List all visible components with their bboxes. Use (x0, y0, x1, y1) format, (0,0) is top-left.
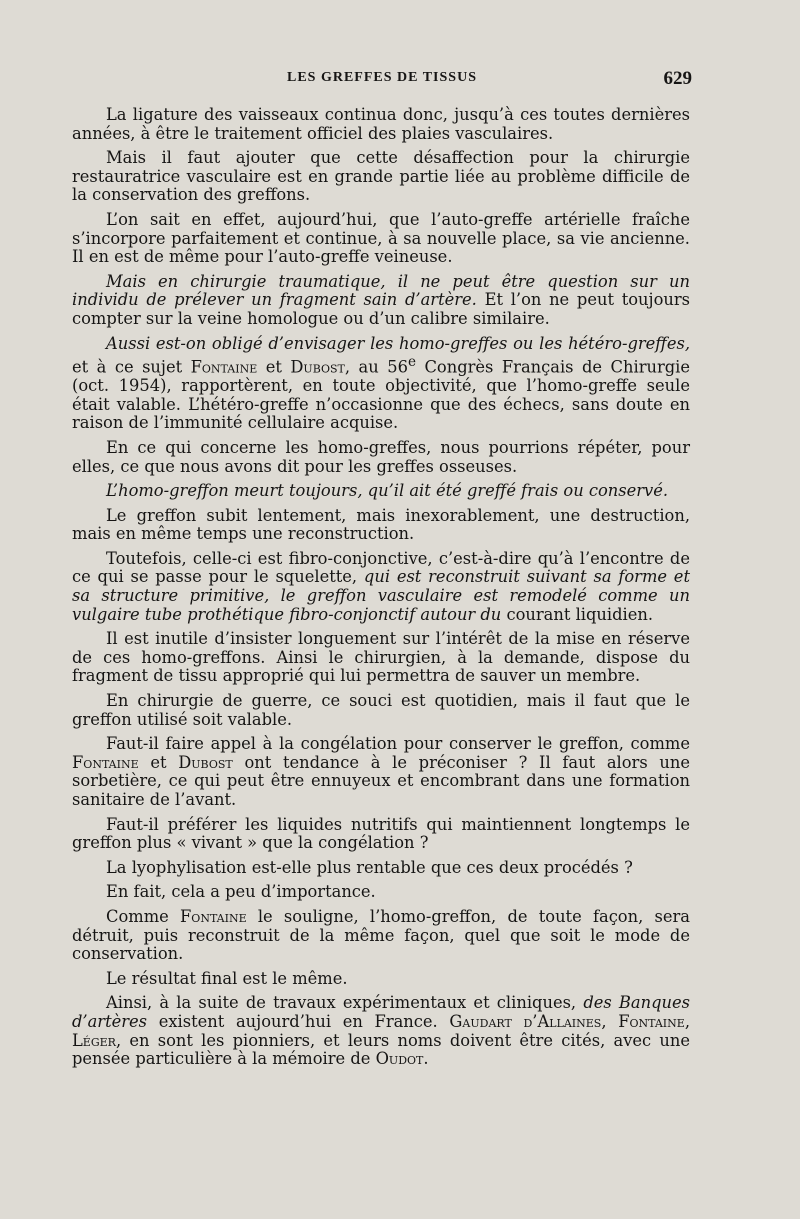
paragraph-1 (72, 106, 690, 143)
text: Congrès Français de Chirurgie (oct. 1954), rapportèrent, en toute objectivité, que l’homo-greffe seule était valable. L’hétéro-greffe n’occasionne que des échecs, sans doute en raison de l’immunité cellulaire acquise. (72, 357, 691, 433)
italic-text: Mais en chirurgie traumatique, il ne peut être question sur un individu de prélever un fragment sain d’artère. (72, 271, 690, 310)
paragraph-12 (72, 735, 690, 809)
text: Et l’on ne peut toujours compter sur la veine homologue ou d’un calibre similaire. (72, 290, 690, 328)
paragraph-3 (72, 211, 690, 267)
text: , (601, 1011, 619, 1031)
text: , en sont les pionniers, et leurs noms doivent être cités, avec une pensée particulière à la mémoire de (72, 1030, 690, 1069)
italic-text: qui est reconstruit suivant sa forme et sa structure primitive, le greffon vasculaire est remodelé comme un vulgaire tube prothétique fibro-conjonctif autour du (72, 567, 690, 624)
author-name: Fontaine (618, 1011, 685, 1031)
text: . (423, 1049, 429, 1069)
paragraph-16 (72, 908, 690, 964)
page-header (72, 70, 692, 92)
text: La lyophylisation est-elle plus rentable que ces deux procédés ? (106, 857, 633, 877)
text: courant liquidien. (501, 604, 654, 624)
text: Comme (106, 906, 180, 926)
text: Toutefois, celle-ci est fibro-conjonctive, c’est-à-dire qu’à l’encontre de ce qui se passe pour le squelette, (72, 548, 690, 587)
paragraph-11 (72, 692, 690, 729)
text: et à ce sujet (72, 357, 191, 377)
text: L’on sait en effet, aujourd’hui, que l’auto-greffe artérielle fraîche s’incorpore parfaitement et continue, à sa nouvelle place, sa vie ancienne. Il en est de même pour l’auto-greffe veineuse. (72, 209, 690, 267)
text: Le résultat final est le même. (106, 968, 348, 988)
body-text (72, 106, 690, 1075)
author-name: Fontaine (180, 906, 247, 926)
author-name: Gaudart d’Allaines (449, 1011, 602, 1031)
text: existent aujourd’hui en France. (147, 1011, 450, 1031)
text: , (684, 1011, 690, 1031)
author-name: Fontaine (190, 357, 258, 377)
paragraph-18 (72, 994, 690, 1068)
text: ont tendance à le préconiser ? Il faut alors une sorbetière, ce qui peut être ennuyeux et encombrant dans une formation sanitaire de l’avant. (72, 752, 691, 810)
running-title: LES GREFFES DE TISSUS (287, 70, 477, 85)
paragraph-14 (72, 859, 690, 878)
text: , au 56 (344, 357, 408, 377)
author-name: Oudot (375, 1049, 424, 1069)
author-name: Dubost (290, 357, 345, 377)
paragraph-2 (72, 149, 690, 205)
text: et (257, 357, 291, 377)
author-name: Fontaine (72, 752, 139, 772)
paragraph-17 (72, 970, 690, 989)
text: La ligature des vaisseaux continua donc, jusqu’à ces toutes dernières années, à être le traitement officiel des plaies vasculaires. (72, 105, 690, 143)
paragraph-10 (72, 630, 690, 686)
italic-text: Aussi est-on obligé d’envisager les homo-greffes ou les hétéro-greffes, (106, 333, 690, 353)
text: Il est inutile d’insister longuement sur l’intérêt de la mise en réserve de ces homo-greffons. Ainsi le chirurgien, à la demande, dispose du fragment de tissu approprié qui lui permettra de sauver un membre. (72, 629, 690, 686)
paragraph-5 (72, 335, 690, 433)
paragraph-9 (72, 550, 690, 624)
paragraph-8 (72, 507, 690, 544)
text: En chirurgie de guerre, ce souci est quotidien, mais il faut que le greffon utilisé soit valable. (72, 691, 690, 729)
italic-text: des Banques d’artères (72, 993, 690, 1031)
text: En fait, cela a peu d’importance. (106, 882, 376, 902)
author-name: Dubost (178, 752, 233, 772)
text: Mais il faut ajouter que cette désaffection pour la chirurgie restauratrice vasculaire est en grande partie liée au problème difficile de la conservation des greffons. (72, 148, 690, 205)
text: Faut-il préférer les liquides nutritifs qui maintiennent longtemps le greffon plus « vivant » que la congélation ? (72, 814, 690, 853)
text: Faut-il faire appel à la congélation pour conserver le greffon, comme (106, 734, 690, 754)
text: En ce qui concerne les homo-greffes, nous pourrions répéter, pour elles, ce que nous avons dit pour les greffes osseuses. (72, 437, 690, 476)
paragraph-4 (72, 273, 690, 329)
paragraph-6 (72, 439, 690, 476)
paragraph-13 (72, 816, 690, 853)
page-number: 629 (663, 68, 692, 89)
text: et (138, 752, 179, 772)
author-name: Léger (72, 1030, 116, 1050)
superscript: e (407, 354, 416, 371)
italic-text: L’homo-greffon meurt toujours, qu’il ait été greffé frais ou conservé. (106, 481, 669, 501)
text: Ainsi, à la suite de travaux expérimentaux et cliniques, (106, 993, 584, 1013)
text: Le greffon subit lentement, mais inexorablement, une destruction, mais en même temps une reconstruction. (72, 505, 690, 544)
text: le souligne, l’homo-greffon, de toute façon, sera détruit, puis reconstruit de la même façon, quel que soit le mode de conservation. (72, 906, 690, 964)
paragraph-7 (72, 482, 690, 501)
paragraph-15 (72, 883, 690, 902)
